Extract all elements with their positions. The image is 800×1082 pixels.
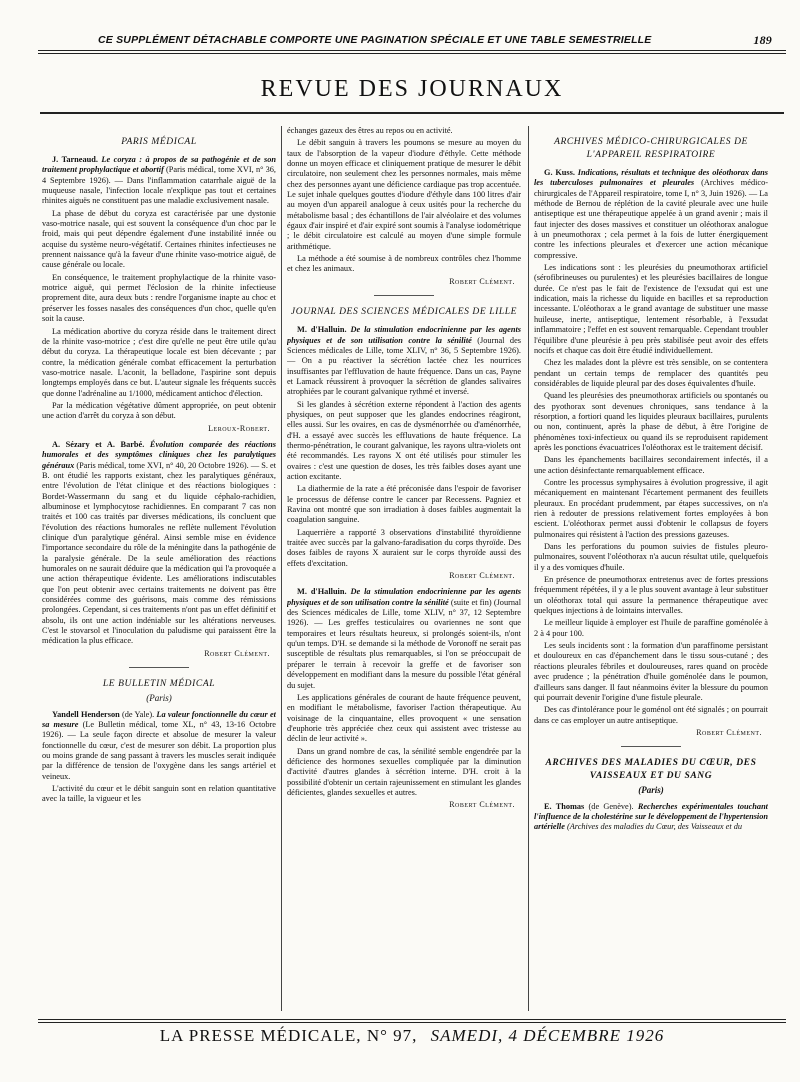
journal-heading: JOURNAL DES SCIENCES MÉDICALES DE LILLE [290,307,518,318]
author-affiliation: (de Yale). [121,709,155,719]
article-paragraph: Les applications générales de courant de haute fréquence peuvent, en modifiant le métabolisme, favoriser l'action thérapeutique. Au voisinage de la cinquantaine, elles provoquent « une sensation d'euphorie très appréciée chez ceux qui assistent avec tristesse au déclin de leur activité ». [287,692,521,744]
article-signature: Robert Clément. [449,571,515,581]
article-paragraph: Le débit sanguin à travers les poumons se mesure au moyen du taux de l'absorption de la vapeur d'iodure d'éthyle. Cette méthode donne un moyen efficace et cliniquement pratique de mesurer le débit circulatoire, non seulement chez les personnes normales, mais même chez des personnes ayant une déficience cardiaque pas trop accentuée. Le sujet inhale quelques gouttes d'iodure d'éthyle dans 100 litres d'air au moyen d'un appareil analogue à ceux usités pour la recherche du métabolisme basal ; des échantillons de l'air alvéolaire et des volumes égaux d'air inspiré et d'air expiré sont soumis à l'analyse iodométrique ; le débit circulatoire est calculé au moyen d'une simple formule arithmétique. [287,138,521,251]
article-paragraph: Les seuls incidents sont : la formation d'un paraffinome persistant et douloureux en cas d'épanchement dans le tissu sous-cutané ; des réactions pleurales fébriles et douloureuses, rares quand on procède avec prudence ; la pénétration d'huile goménolée dans le poumon, d'ailleurs sans danger. Il faut néanmoins éviter la blessure du poumon qui pourrait devenir l'origine d'une fistule pleurale. [534,641,768,702]
article-paragraph: Dans les perforations du poumon suivies de fistules pleuro-pulmonaires, souvent l'oléothorax n'a aucun résultat utile, quelquefois il y a des vomiques d'huile. [534,542,768,572]
issue-date: SAMEDI, 4 DÉCEMBRE 1926 [430,1026,665,1045]
article-signature: Robert Clément. [204,648,270,658]
article-intro [534,168,768,261]
column-divider [528,126,529,1011]
article-paragraph: Dans les épanchements bacillaires secondairement infectés, il a une action désinfectante remarquablement efficace. [534,455,768,475]
column-divider [281,126,282,1011]
masthead-rule [40,112,784,114]
article-title: De la stimulation endocrinienne par les agents physiques et de son utilisation contre la sénilité [287,325,521,345]
article-paragraph: Le meilleur liquide à employer est l'huile de paraffine goménolée à 2 à 4 pour 100. [534,618,768,638]
article-paragraph: échanges gazeux des êtres au repos ou en activité. [287,126,453,135]
article-text: — S. et B. ont étudié les rapports existant, chez les paralytiques généraux, entre l'évolution de l'état clinique et des réactions biologiques : Bordet-Wassermann du sang et du liquide céphalo-rachidien, albuminose et lymphocytose rachidiennes. En comparant 7 cas non traités et 100 cas traités par diverses médications, ils concluent que l'évolution des réactions humorales ne reflète nullement l'évolution clinique d'un paralytique général. Ainsi semble mise en évidence l'importance secondaire du rôle de la méningite dans la pathogénie de la paralysie générale. De la seule amélioration des réactions humorales on ne saurait déduire que la médication qui l'a provoquée a une action thérapeutique évidente. Les améliorations indiscutables que l'on peut obtenir avec certains traitements ne doivent pas être considérées comme des guérisons, mais comme des rémissions prolongées. Cependant, si ces traitements n'ont pas un effet définitif et absolu, ils ont une action indéniable sur les altérations nerveuses. C'est le stovarsol et l'inoculation du paludisme qui paraissent être la médication la plus efficace. [42,460,276,646]
article-author: Yandell Henderson [52,709,120,719]
article-intro [287,325,521,397]
article-paragraph: L'activité du cœur et le débit sanguin sont en relation quantitative avec la taille, la vigueur et les [42,783,276,804]
article-paragraph: Des cas d'intolérance pour le goménol ont été signalés ; on pourrait dans ce cas employer un autre antiseptique. [534,705,768,725]
article-title: Le coryza : à propos de sa pathogénie et de son traitement prophylactique et abortif [42,155,276,175]
column-middle [287,126,521,1011]
article-reference: (Paris médical, tome XVI, n° 36, 4 Septembre 1926). [42,165,276,185]
column-left [42,126,276,1011]
article-paragraph: La médication abortive du coryza réside dans le traitement direct de la rhinite vaso-motrice ; c'est dire qu'elle ne peut être utile qu'au début du coryza. La thérapeutique locale est bien décevante ; par contre, la médication générale combat efficacement la perturbation vaso-motrice nasale. L'aconit, la belladone, l'aspirine sont depuis longtemps employés dans ce but. L'auteur signale les fréquents succès que donne l'adrénaline au 1/1000, médicament antichoc d'élection. [42,326,276,398]
article-reference: (Paris médical, tome XVI, n° 40, 20 Octobre 1926). [76,460,249,470]
column-right [534,126,768,1011]
article-text: — Dans l'inflammation catarrhale aiguë de la muqueuse nasale, l'infection locale n'explique pas tout et certaines rhinites aiguës ne constituent pas une maladie exclusivement nasale. [42,175,276,206]
article-paragraph: Dans un grand nombre de cas, la sénilité semble engendrée par la déficience des hormones sexuelles compliquée par la diminution d'activité d'autres glandes à sécrétion interne. D'H. croit à la possibilité d'obtenir un certain rajeunissement en stimulant les glandes déficientes, glandes sexuelles et autres. [287,746,521,797]
article-paragraph: La diathermie de la rate a été préconisée dans l'espoir de favoriser le processus de défense contre le cancer par Recessens. Pagniez et Ravina ont montré que son irradiation à doses faibles augmentait la coagulation sanguine. [287,484,521,525]
article-signature: Robert Clément. [696,727,762,737]
journal-heading: ARCHIVES DES MALADIES DU CŒUR, DES VAISSEAUX ET DU SANG [545,758,757,782]
page-header [38,32,786,48]
article-title: Indications, résultats et technique des oléothorax dans les tuberculoses pulmonaires et pleurales [534,168,768,188]
article-signature: Robert Clément. [449,800,515,810]
journal-heading: PARIS MÉDICAL [121,137,197,147]
article-author: J. Tarneaud. [52,155,98,164]
article-paragraph: La phase de début du coryza est caractérisée par une dystonie vaso-motrice nasale, qui est souvent la conséquence d'un choc par le froid, mais qui peut dépendre également d'une instabilité innée ou acquise du système neuro-végétatif. Certaines rhinites infectieuses ne prennent naissance qu'à la faveur d'une rhinite vaso-motrice aiguë, de cause générale ou locale. [42,208,276,270]
article-author: E. Thomas [544,801,585,811]
article-intro [42,710,276,782]
article-signature: Robert Clément. [449,276,515,286]
article-intro [287,587,521,690]
article-author: M. d'Halluin. [297,587,347,597]
article-intro [42,155,276,207]
page-footer [38,1026,786,1046]
article-reference: (Le Bulletin médical, tome XL, n° 43, 13-16 Octobre 1926). [42,719,276,740]
article-author: A. Sézary et A. Barbé. [52,439,145,449]
footer-rule [38,1019,786,1023]
journal-subheading: (Paris) [146,693,172,704]
article-text: — La seule façon directe et absolue de mesurer la valeur fonctionnelle du cœur, c'est de mesurer son débit. La proportion plus ou moins grande de sang passant à travers les muscles serait indiquée par la différence de tension de l'oxygène dans les sangs artériel et veineux. [42,730,276,781]
author-affiliation: (de Genève). [588,801,634,811]
article-intro [42,440,276,647]
issue-number: N° 97, [366,1026,418,1045]
journal-heading: LE BULLETIN MÉDICAL [102,679,216,690]
article-reference: (suite et fin) (Journal des Sciences médicales de Lille, tome XLIV, n° 37, 12 Septembre 1926). [287,597,521,628]
article-paragraph: Chez les malades dont la plèvre est très sensible, on se contentera pendant un certain temps de remplacer des quantités peu considérables de liquide pleural par des doses équivalentes d'huile. [534,358,768,388]
article-author: M. d'Halluin. [297,325,347,335]
article-paragraph: La méthode a été soumise à de nombreux contrôles chez l'homme et chez les animaux. [287,254,521,274]
article-author: G. Kuss. [544,168,575,177]
page-number: 189 [753,33,772,47]
article-reference: (Archives des maladies du Cœur, des Vaisseaux et du [566,822,743,832]
article-text: — On a pu réactiver la sécrétion lactée chez les nourrices insuffisantes par l'effluvation de haute fréquence. Dans un cas, Payne et Lamack réussirent à provoquer la sécrétion de glandes salivaires atrophiées par le courant galvanique rythmé et inversé. [287,356,521,397]
article-title: Recherches expérimentales touchant l'influence de la cholestérine sur le développement de l'hypertension artérielle [534,801,768,832]
article-paragraph: Contre les processus symphysaires à évolution progressive, il agit mécaniquement en maintenant l'écartement permanent des feuillets pleuraux. En procédant prudemment, par étapes successives, on n'a rien à redouter de pressions relativement fortes employées à bon escient. L'oléothorax permet aussi d'obtenir le collapsus de foyers pulmonaires qui résistent à l'action des pressions gazeuses. [534,477,768,539]
article-reference: (Archives médico-chirurgicales de l'Appareil respiratoire, tome I, n° 3, Juin 1926). [534,178,768,198]
article-title: De la stimulation endocrinienne par les agents physiques et de son utilisation contre la sénilité [287,587,521,607]
article-signature: Leroux-Robert. [208,423,270,433]
article-title: Évolution comparée des réactions humorales et des symptômes cliniques chez les paralytiques généraux [42,439,276,470]
section-separator [374,295,434,296]
journal-subheading: (Paris) [638,785,664,796]
journal-name: LA PRESSE MÉDICALE, [159,1026,362,1045]
article-title: La valeur fonctionnelle du cœur et sa mesure [42,709,276,729]
section-separator [621,746,681,747]
article-paragraph: En présence de pneumothorax entretenus avec de fortes pressions fréquemment répétées, il y a le plus souvent avantage à leur substituer un oléothorax total qui assure la permanence thérapeutique avec quelques injections à de lointains intervalles. [534,575,768,616]
section-separator [129,667,189,668]
article-text: — Les greffes testiculaires ou ovariennes ne sont que temporaires et leurs résultats heureux, si prolongés soient-ils, n'ont qu'un temps. D'H. se demande si la méthode de Voronoff ne serait pas susceptible de résultats plus remarquables, si l'on se préoccupait de préparer le terrain à recevoir la greffe et de favoriser son développement en modifiant dans la mesure du possible l'état général du sujet. [287,618,521,690]
article-text: — La méthode de Bernou de réplétion de la cavité pleurale avec une huile antiseptique est une thérapeutique appelée à un grand avenir ; mais il faut injecter des doses massives et constituer un oléothorax analogue à un pneumothorax ; cela permet à la fois de lutter énergiquement contre les infections pleurales et d'exercer une action mécanique compressive. [534,188,768,260]
journal-heading: ARCHIVES MÉDICO-CHIRURGICALES DE L'APPAREIL RESPIRATOIRE [554,137,748,160]
article-paragraph: Les indications sont : les pleurésies du pneumothorax artificiel (sérofibrineuses ou purulentes) et les pleurésies bacillaires de longue durée. Ce n'est pas le fait de l'existence de l'exsudat qui est une indication, mais la richesse du liquide en bacilles et sa reproduction incessante. L'oléothorax a le grand avantage de substituer une masse huileuse, inerte, antiseptique, lentement résorbable, à l'exsudat inflammatoire ; l'effet en est souvent remarquable. Cependant troubler l'équilibre d'une pleurésie à peu près stabilisée peut avoir des effets nocifs et chaque cas doit être étudié individuellement. [534,263,768,355]
article-paragraph: Quand les pleurésies des pneumothorax artificiels ou spontanés ou des pyothorax sont devenues chroniques, sans tendance à la résorption, a fortiori quand les liquides pleuraux bacillaires, purulents ou non, continuent, après la phase de début, à être l'origine de phénomènes toxi-infectieux ou quand ils se reproduisent rapidement après les ponctions évacuatrices l'oléothorax est le traitement décisif. [534,391,768,452]
header-rule [38,50,786,54]
article-paragraph: Laquerrière a rapporté 3 observations d'instabilité thyroïdienne traitée avec succès par la galvano-faradisation du corps thyroïde. Des doses faibles de rayons X auraient sur le corps thyroïde aussi des effets d'excitation. [287,527,521,568]
section-masthead: REVUE DES JOURNAUX [260,76,564,102]
article-paragraph: Par la médication végétative dûment appropriée, on peut obtenir une action d'arrêt du coryza à son début. [42,400,276,421]
article-intro [534,802,768,833]
article-paragraph: Si les glandes à sécrétion externe répondent à l'action des agents physiques, on peut supposer que les glandes endocrines réagiront, elles aussi. Sur les ovaires, en cas de dysménorrhée ou d'aménorrhée, d'H. a essayé avec succès les effluvations de haute fréquence. La thermo-pénétration, le courant galvanique, les rayons ultra-violets ont été recommandés. Les rayons X ont été utilisés pour stimuler les ovaires : c'est une question de doses, les très faibles doses ayant une action excitante. [287,399,521,481]
article-reference: (Journal des Sciences médicales de Lille, tome XLIV, n° 36, 5 Septembre 1926). [287,335,521,355]
supplement-banner: CE SUPPLÉMENT DÉTACHABLE COMPORTE UNE PAGINATION SPÉCIALE ET UNE TABLE SEMESTRIELLE [98,34,652,46]
article-paragraph: En conséquence, le traitement prophylactique de la rhinite vaso-motrice aiguë, qui permet l'éclosion de la rhinite infectieuse proprement dite, aura deux buts : rendre l'organisme inapte au choc et préserver les fosses nasales des conséquences d'un choc, quelle qu'en soit la cause. [42,272,276,324]
